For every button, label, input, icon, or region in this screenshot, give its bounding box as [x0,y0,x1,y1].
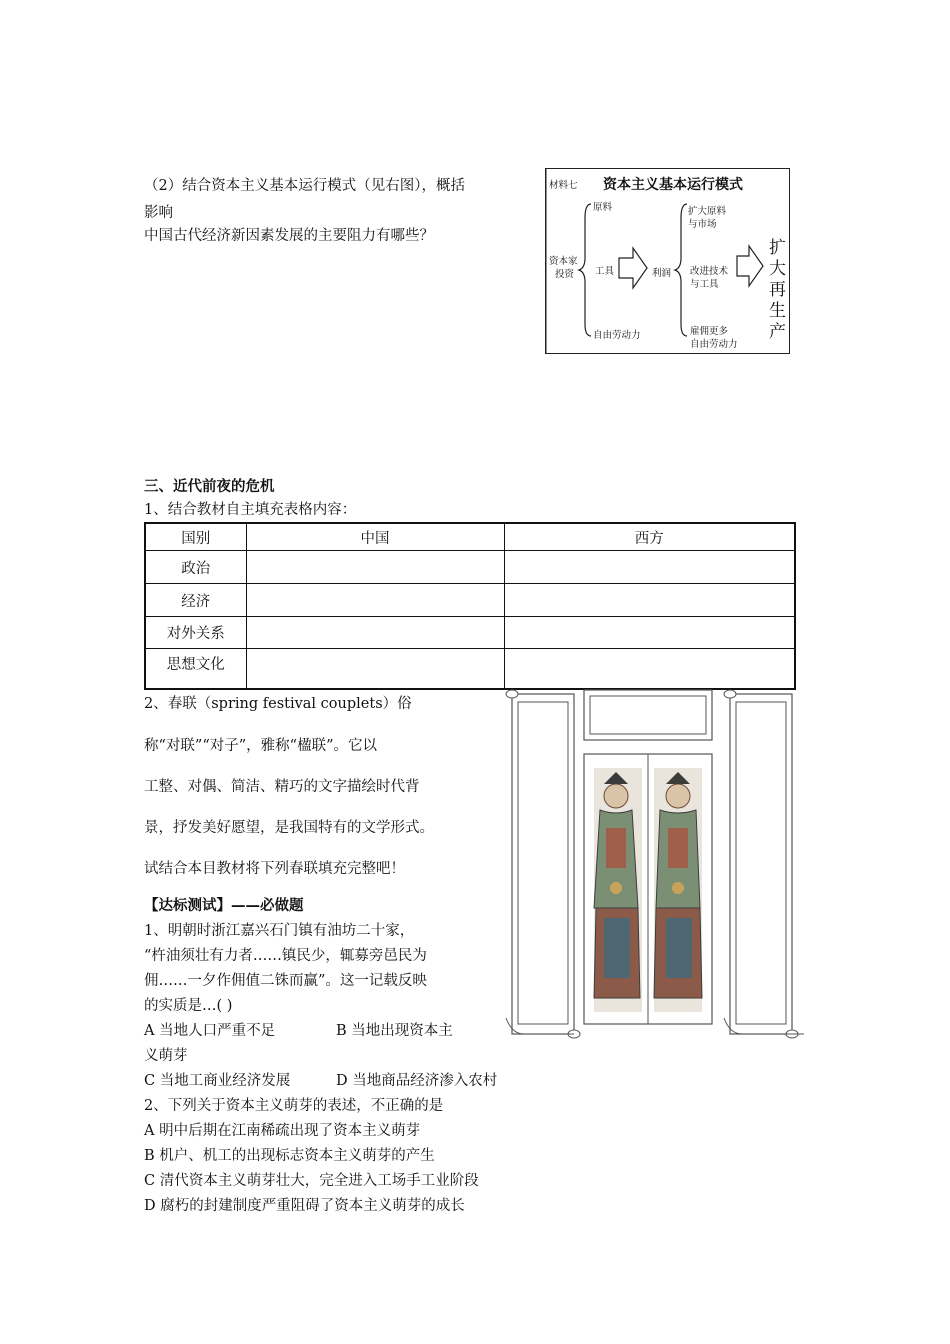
table-cell-west-culture[interactable] [504,649,795,689]
test-q2-stem: 2、下列关于资本主义萌芽的表述，不正确的是 [144,1098,444,1114]
diagram-result-char2: 大 [769,259,786,279]
diagram-output3-line2: 自由劳动力 [690,339,738,350]
table-cell-west-foreign[interactable] [504,617,795,649]
table-row [145,649,795,689]
table-header-west: 西方 [504,523,795,551]
test-q1-option-c[interactable]: C 当地工商业经济发展 [144,1073,291,1089]
diagram-output2-line1: 改进技术 [690,266,729,277]
diagram-output2-line2: 与工具 [690,279,719,290]
right-couplet-scroll[interactable] [724,690,804,1038]
table-row [145,584,795,617]
door-gods-image [584,754,712,1024]
question2-line3: 中国古代经济新因素发展的主要阻力有哪些？ [144,228,434,244]
diagram-input-tools: 工具 [595,266,615,277]
table-row-label: 思想文化 [145,649,246,689]
table-cell-china-foreign[interactable] [246,617,504,649]
table-header-china: 中国 [246,523,504,551]
table-cell-west-economy[interactable] [504,584,795,617]
left-couplet-scroll[interactable] [506,690,580,1038]
table-row [145,551,795,584]
diagram-label: 材料七 [549,180,578,191]
test-q2-option-d[interactable]: D 腐朽的封建制度严重阻碍了资本主义萌芽的成长 [144,1198,465,1214]
horizontal-scroll[interactable] [584,690,712,740]
table-cell-china-economy[interactable] [246,584,504,617]
task2-line4: 景，抒发美好愿望，是我国特有的文学形式。 [144,820,434,836]
table-cell-china-politics[interactable] [246,551,504,584]
couplet-illustration [504,688,810,1044]
diagram-output3-line1: 雇佣更多 [690,326,729,337]
table-row-label: 经济 [145,584,246,617]
test-q2-option-c[interactable]: C 清代资本主义萌芽壮大，完全进入工场手工业阶段 [144,1173,479,1189]
diagram-result-char5: 产 [769,322,786,342]
diagram-title: 资本主义基本运行模式 [603,177,743,193]
test-q1-line2: “杵油须壮有力者……镇民少，辄募旁邑民为 [144,948,427,964]
diagram-result-char3: 再 [769,280,786,300]
task2-line2: 称“对联”“对子”，雅称“楹联”。它以 [144,738,377,754]
test-q2-option-a[interactable]: A 明中后期在江南稀疏出现了资本主义萌芽 [144,1123,421,1139]
table-header-row [145,523,795,551]
section3-heading: 三、近代前夜的危机 [144,479,275,495]
diagram-input-labor: 自由劳动力 [593,330,641,341]
table-row-label: 政治 [145,551,246,584]
test-q2-option-b[interactable]: B 机户、机工的出现标志资本主义萌芽的产生 [144,1148,435,1164]
table-row [145,617,795,649]
question2-line2: 影响 [144,205,173,221]
task2-line1: 2、春联（spring festival couplets）俗 [144,696,412,712]
diagram-result-char1: 扩 [769,238,786,258]
test-q1-line3: 佣……一夕作佣值二铢而赢”。这一记载反映 [144,973,427,989]
question2-line1: （2）结合资本主义基本运行模式（见右图），概括 [144,178,465,194]
test-q1-option-d[interactable]: D 当地商品经济渗入农村 [336,1073,498,1089]
diagram-invest-label: 投资 [555,269,575,280]
diagram-output1-line2: 与市场 [688,219,717,230]
section3-task1: 1、结合教材自主填充表格内容： [144,502,357,518]
task2-line3: 工整、对偶、简洁、精巧的文字描绘时代背 [144,779,420,795]
capitalism-model-diagram [545,168,790,354]
test-q1-line1: 1、明朝时浙江嘉兴石门镇有油坊二十家， [144,923,415,939]
test-q1-option-a[interactable]: A 当地人口严重不足 [144,1023,276,1039]
task2-line5: 试结合本目教材将下列春联填充完整吧！ [144,861,405,877]
table-cell-china-culture[interactable] [246,649,504,689]
test-q1-option-b[interactable]: B 当地出现资本主 [336,1023,453,1039]
table-header-country: 国别 [145,523,246,551]
table-row-label: 对外关系 [145,617,246,649]
diagram-output1-line1: 扩大原料 [688,206,727,217]
diagram-profit: 利润 [652,268,672,279]
test-heading: 【达标测试】——必做题 [144,898,304,914]
diagram-input-material: 原料 [593,202,613,213]
table-cell-west-politics[interactable] [504,551,795,584]
diagram-result-char4: 生 [769,301,786,321]
test-q1-line4: 的实质是…( ) [144,998,233,1014]
diagram-investor-label: 资本家 [549,256,578,267]
comparison-table [144,522,796,690]
test-q1-option-b-cont: 义萌芽 [144,1048,188,1064]
